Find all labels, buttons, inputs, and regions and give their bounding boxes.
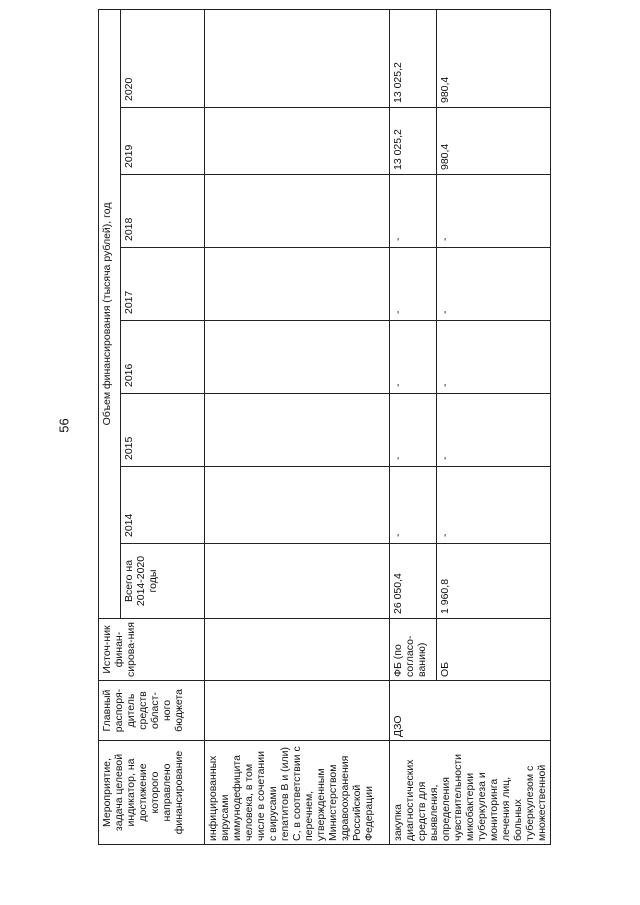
header-source: Источ-ник финан-сирова-ния (99, 619, 205, 681)
row2-2016: - (390, 321, 437, 394)
row1-2017 (205, 248, 390, 321)
header-measure: Мероприятие, задача целевой индикатор, на достижение которого направлено финансирование (99, 741, 205, 845)
row3-2020: 980,4 (437, 9, 551, 107)
rotated-table-container (98, 10, 546, 845)
header-administrator: Главный распоря-дитель средств област-ного бюджета (99, 681, 205, 741)
row1-source (205, 619, 390, 681)
header-year-2016: 2016 (121, 321, 205, 394)
row2-2017: - (390, 248, 437, 321)
row1-2014 (205, 467, 390, 544)
row1-measure: инфицированных вирусами иммунодефицита человека, в том числе в сочетании с вирусами гепатитов В и (или) С, в соответствии с перечнем, утвержденным Министерством здравоохранения Российской Федерации (205, 741, 390, 845)
row3-2014: - (437, 467, 551, 544)
header-year-2019: 2019 (121, 108, 205, 175)
row3-source: ОБ (437, 619, 551, 681)
row1-2019 (205, 108, 390, 175)
row2-2018: - (390, 175, 437, 248)
financing-table (98, 9, 551, 845)
header-volume: Объем финансирования (тысяча рублей), год (99, 9, 121, 618)
row1-2016 (205, 321, 390, 394)
row1-2018 (205, 175, 390, 248)
row2-source: ФБ (по согласо-ванию) (390, 619, 437, 681)
row2-total: 26 050,4 (390, 544, 437, 619)
header-year-2020: 2020 (121, 9, 205, 107)
row1-2020 (205, 9, 390, 107)
row3-2016: - (437, 321, 551, 394)
header-year-2017: 2017 (121, 248, 205, 321)
table-row (205, 9, 390, 844)
row2-2015: - (390, 394, 437, 467)
row2-administrator: ДЗО (390, 681, 551, 741)
header-year-2018: 2018 (121, 175, 205, 248)
header-total: Всего на 2014-2020 годы (121, 544, 205, 619)
row2-2019: 13 025,2 (390, 108, 437, 175)
row3-total: 1 960,8 (437, 544, 551, 619)
row1-2015 (205, 394, 390, 467)
row1-administrator (205, 681, 390, 741)
row2-measure: закупка диагностических средств для выявления, определения чувствительности микобактерии туберкулеза и мониторинга лечения лиц, больных туберкулезом с множественной (390, 741, 551, 845)
row3-2018: - (437, 175, 551, 248)
page-number: 56 (56, 418, 72, 433)
row3-2015: - (437, 394, 551, 467)
row3-2017: - (437, 248, 551, 321)
header-year-2015: 2015 (121, 394, 205, 467)
row2-2020: 13 025,2 (390, 9, 437, 107)
row3-2019: 980,4 (437, 108, 551, 175)
header-year-2014: 2014 (121, 467, 205, 544)
table-row (390, 9, 437, 844)
row2-2014: - (390, 467, 437, 544)
row1-total (205, 544, 390, 619)
